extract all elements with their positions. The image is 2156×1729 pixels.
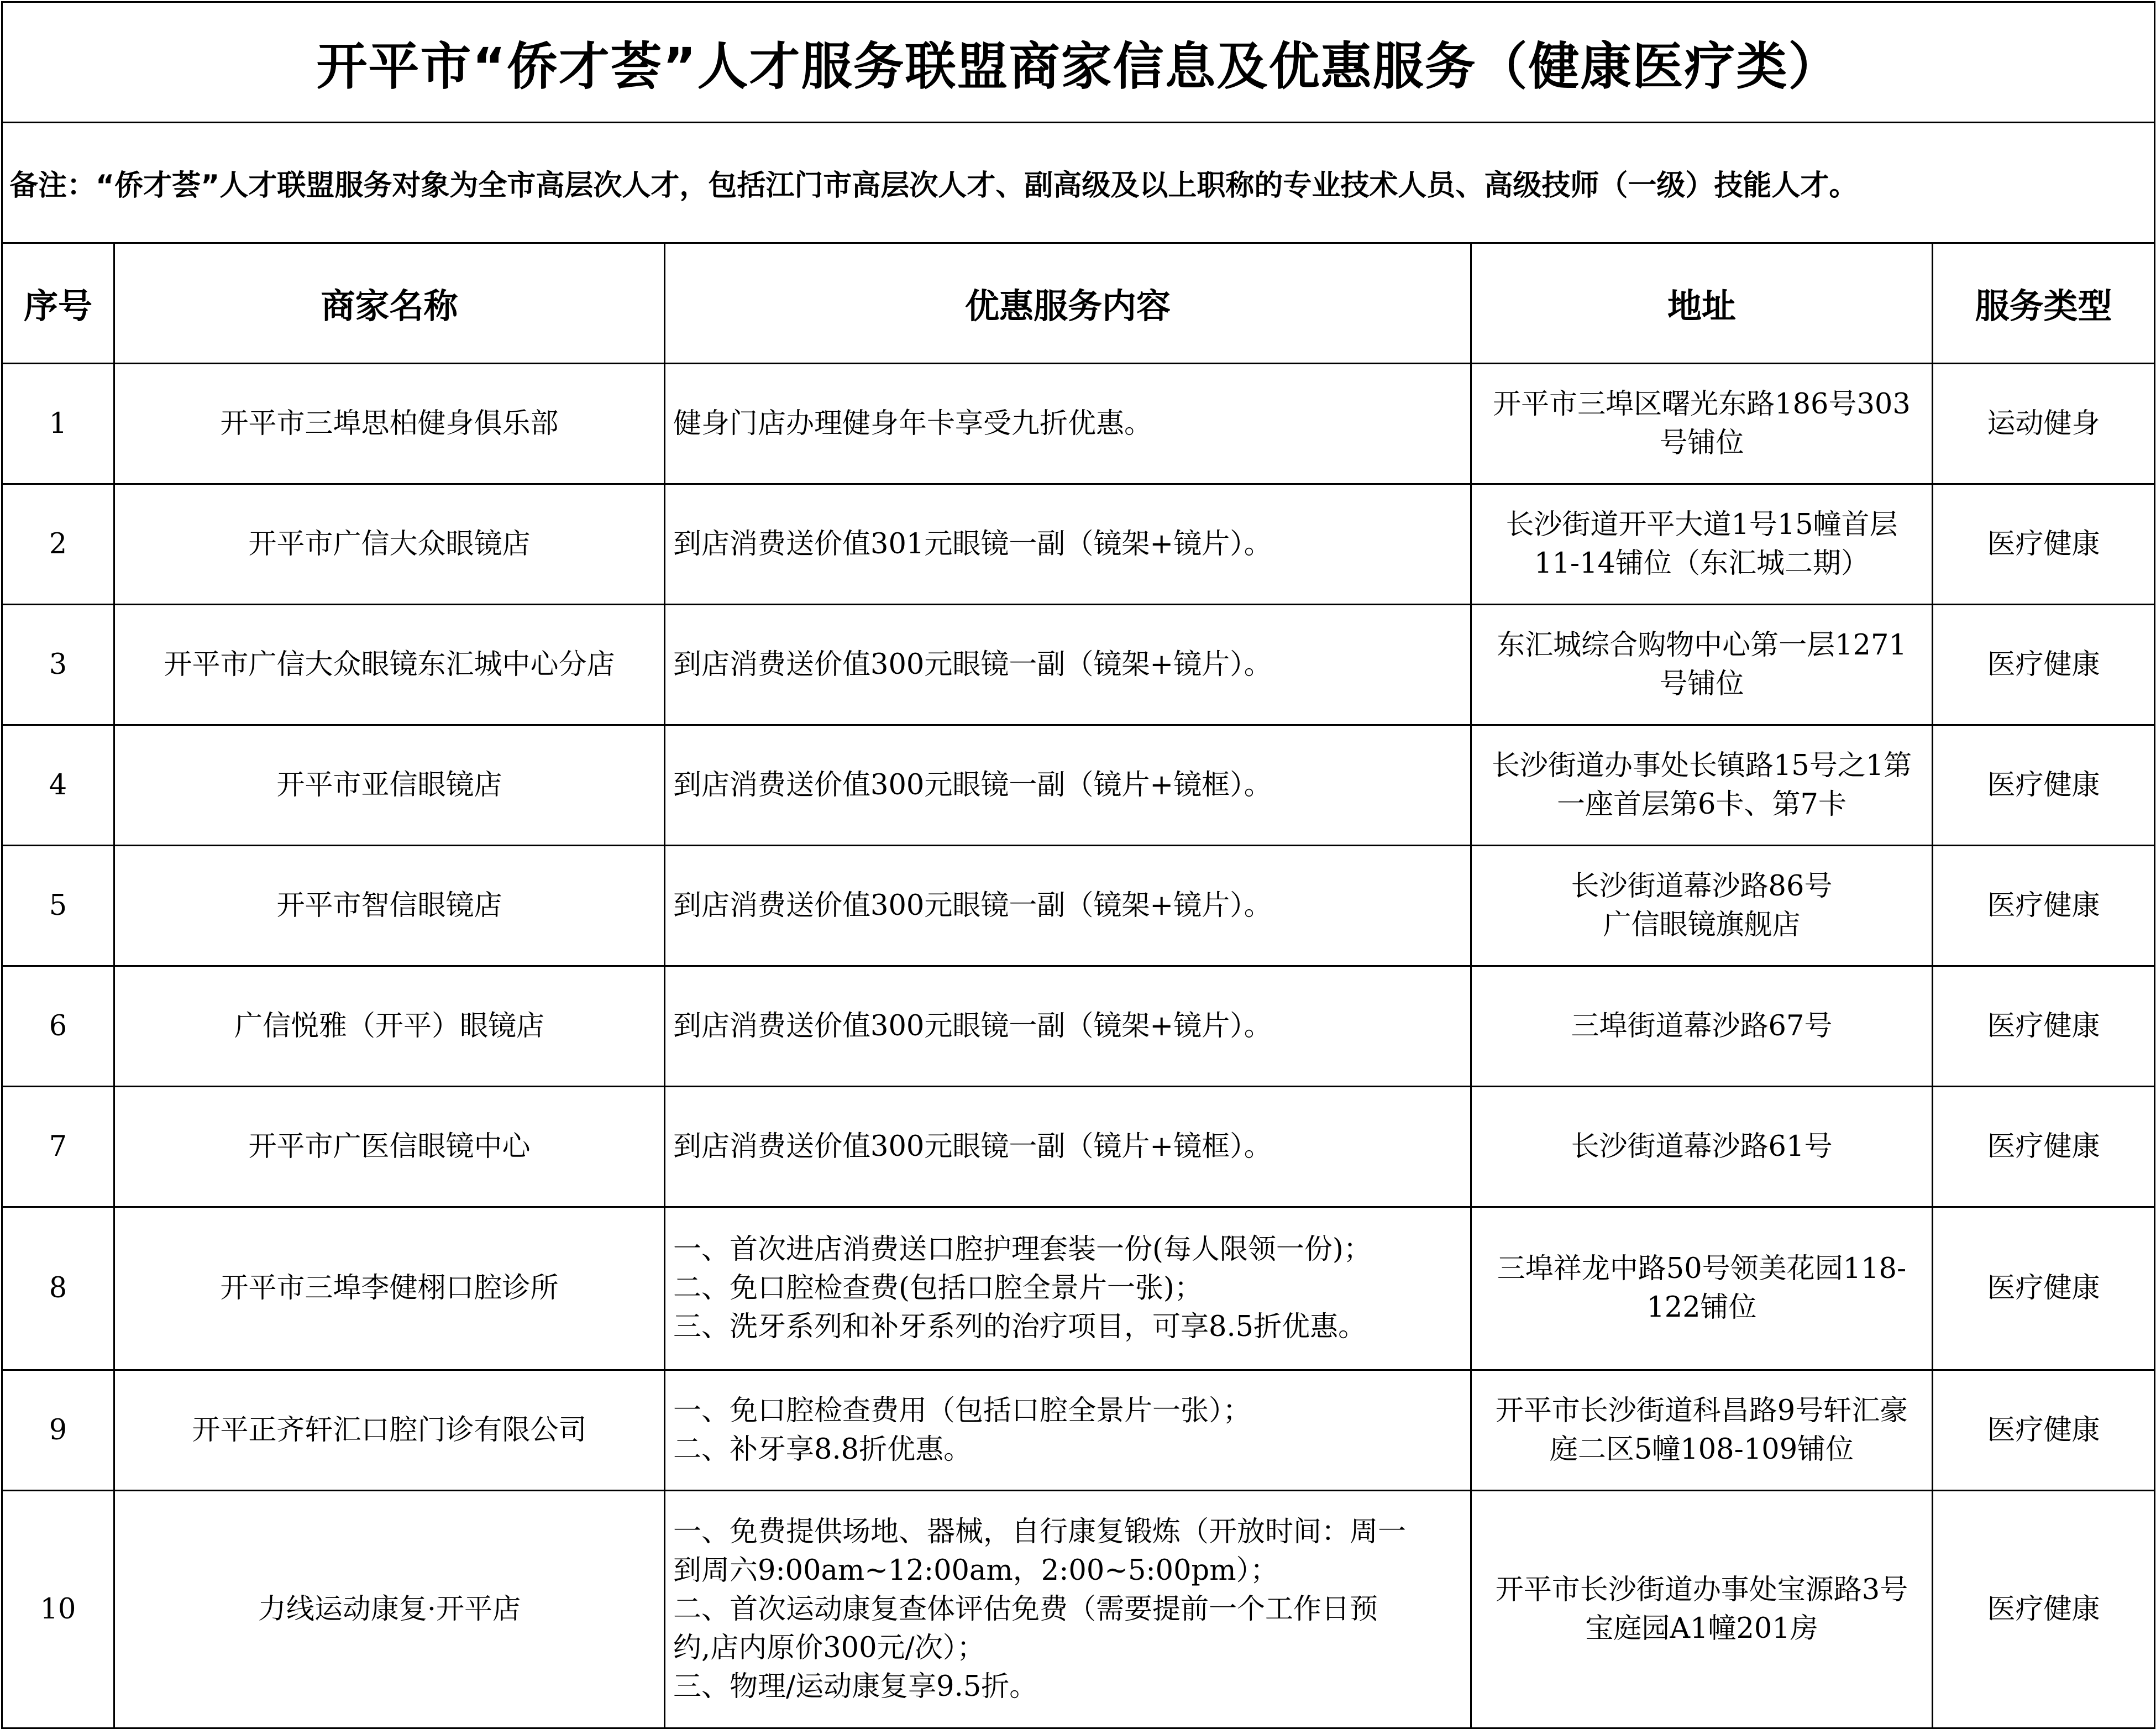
header-content: 优惠服务内容 xyxy=(665,243,1471,364)
address-line: 庭二区5幢108-109铺位 xyxy=(1549,1433,1854,1466)
offer-line: 到店消费送价值301元眼镜一副（镜架+镜片）。 xyxy=(673,527,1272,560)
table-row xyxy=(2,1207,2155,1370)
cell-address xyxy=(1471,605,1933,725)
remark-note: 备注：“侨才荟”人才联盟服务对象为全市高层次人才，包括江门市高层次人才、副高级及以上职称的专业技术人员、高级技师（一级）技能人才。 xyxy=(2,123,2155,243)
cell-merchant-name: 开平市广信大众眼镜东汇城中心分店 xyxy=(114,605,665,725)
cell-offer-content xyxy=(665,966,1471,1087)
address-line: 号铺位 xyxy=(1659,667,1744,700)
header-index: 序号 xyxy=(2,243,114,364)
address-line: 开平市长沙街道科昌路9号轩汇豪 xyxy=(1495,1394,1908,1427)
offer-line: 一、免费提供场地、器械，自行康复锻炼（开放时间：周一 xyxy=(673,1515,1407,1548)
cell-index: 8 xyxy=(2,1207,114,1370)
cell-address xyxy=(1471,1491,1933,1728)
table-row xyxy=(2,725,2155,846)
merchant-info-table xyxy=(1,1,2155,1729)
cell-index: 6 xyxy=(2,966,114,1087)
offer-line: 到店消费送价值300元眼镜一副（镜架+镜片）。 xyxy=(673,889,1272,922)
cell-index: 4 xyxy=(2,725,114,846)
cell-merchant-name: 开平市亚信眼镜店 xyxy=(114,725,665,846)
cell-merchant-name: 开平市三埠李健栩口腔诊所 xyxy=(114,1207,665,1370)
address-line: 开平市长沙街道办事处宝源路3号 xyxy=(1495,1573,1908,1606)
cell-service-type: 医疗健康 xyxy=(1933,1087,2155,1207)
address-line: 长沙街道开平大道1号15幢首层 xyxy=(1505,508,1898,541)
address-line: 三埠街道幕沙路67号 xyxy=(1571,1009,1833,1042)
table-row xyxy=(2,605,2155,725)
cell-address xyxy=(1471,1370,1933,1491)
column-header-row xyxy=(2,243,2155,364)
address-line: 号铺位 xyxy=(1659,426,1744,459)
offer-line: 健身门店办理健身年卡享受九折优惠。 xyxy=(673,407,1153,440)
cell-merchant-name: 开平市智信眼镜店 xyxy=(114,846,665,966)
cell-service-type: 医疗健康 xyxy=(1933,966,2155,1087)
cell-index: 1 xyxy=(2,364,114,484)
offer-line: 二、首次运动康复查体评估免费（需要提前一个工作日预 xyxy=(673,1592,1378,1626)
cell-index: 3 xyxy=(2,605,114,725)
address-line: 三埠祥龙中路50号领美花园118- xyxy=(1497,1253,1907,1285)
header-merchant: 商家名称 xyxy=(114,243,665,364)
offer-line: 二、免口腔检查费(包括口腔全景片一张)； xyxy=(673,1272,1203,1304)
cell-service-type: 运动健身 xyxy=(1933,364,2155,484)
cell-offer-content xyxy=(665,605,1471,725)
address-line: 长沙街道办事处长镇路15号之1第 xyxy=(1491,749,1912,782)
header-address: 地址 xyxy=(1471,243,1933,364)
address-line: 广信眼镜旗舰店 xyxy=(1603,908,1801,941)
cell-merchant-name: 开平正齐轩汇口腔门诊有限公司 xyxy=(114,1370,665,1491)
table-row xyxy=(2,966,2155,1087)
header-type: 服务类型 xyxy=(1933,243,2155,364)
address-line: 122铺位 xyxy=(1646,1291,1757,1324)
offer-line: 一、首次进店消费送口腔护理套装一份(每人限领一份)； xyxy=(673,1233,1372,1266)
offer-line: 三、物理/运动康复享9.5折。 xyxy=(673,1670,1038,1703)
offer-line: 到店消费送价值300元眼镜一副（镜片+镜框）。 xyxy=(673,1130,1272,1163)
table-row xyxy=(2,364,2155,484)
offer-line: 约,店内原价300元/次）； xyxy=(673,1631,985,1664)
table-row xyxy=(2,846,2155,966)
cell-address xyxy=(1471,484,1933,605)
table-row xyxy=(2,1491,2155,1728)
note-row xyxy=(2,123,2155,243)
cell-index: 5 xyxy=(2,846,114,966)
cell-merchant-name: 广信悦雅（开平）眼镜店 xyxy=(114,966,665,1087)
cell-address xyxy=(1471,1207,1933,1370)
cell-service-type: 医疗健康 xyxy=(1933,605,2155,725)
offer-line: 到店消费送价值300元眼镜一副（镜架+镜片）。 xyxy=(673,648,1272,681)
cell-offer-content xyxy=(665,846,1471,966)
table-row xyxy=(2,1370,2155,1491)
cell-offer-content xyxy=(665,1207,1471,1370)
address-line: 长沙街道幕沙路61号 xyxy=(1571,1130,1833,1163)
table-row xyxy=(2,484,2155,605)
address-line: 宝庭园A1幢201房 xyxy=(1585,1612,1818,1645)
address-line: 东汇城综合购物中心第一层1271 xyxy=(1497,628,1907,662)
cell-service-type: 医疗健康 xyxy=(1933,725,2155,846)
address-line: 长沙街道幕沙路86号 xyxy=(1571,869,1833,903)
cell-merchant-name: 开平市三埠思柏健身俱乐部 xyxy=(114,364,665,484)
cell-address xyxy=(1471,364,1933,484)
cell-index: 10 xyxy=(2,1491,114,1728)
address-line: 开平市三埠区曙光东路186号303 xyxy=(1493,387,1911,421)
cell-address xyxy=(1471,1087,1933,1207)
cell-offer-content xyxy=(665,725,1471,846)
cell-offer-content xyxy=(665,1370,1471,1491)
cell-address xyxy=(1471,966,1933,1087)
cell-offer-content xyxy=(665,484,1471,605)
cell-offer-content xyxy=(665,1491,1471,1728)
offer-line: 到店消费送价值300元眼镜一副（镜架+镜片）。 xyxy=(673,1009,1272,1042)
address-line: 一座首层第6卡、第7卡 xyxy=(1557,788,1846,821)
cell-address xyxy=(1471,725,1933,846)
cell-index: 2 xyxy=(2,484,114,605)
offer-line: 到店消费送价值300元眼镜一副（镜片+镜框）。 xyxy=(673,768,1272,801)
cell-service-type: 医疗健康 xyxy=(1933,1491,2155,1728)
cell-merchant-name: 力线运动康复·开平店 xyxy=(114,1491,665,1728)
table-row xyxy=(2,1087,2155,1207)
cell-service-type: 医疗健康 xyxy=(1933,846,2155,966)
cell-offer-content xyxy=(665,1087,1471,1207)
offer-line: 二、补牙享8.8折优惠。 xyxy=(673,1433,972,1466)
cell-address xyxy=(1471,846,1933,966)
cell-service-type: 医疗健康 xyxy=(1933,1207,2155,1370)
offer-line: 三、洗牙系列和补牙系列的治疗项目，可享8.5折优惠。 xyxy=(673,1311,1367,1343)
offer-line: 到周六9:00am~12:00am，2:00~5:00pm）； xyxy=(673,1554,1279,1587)
cell-index: 9 xyxy=(2,1370,114,1491)
cell-service-type: 医疗健康 xyxy=(1933,1370,2155,1491)
title-row xyxy=(2,2,2155,123)
address-line: 11-14铺位（东汇城二期） xyxy=(1534,547,1870,580)
cell-offer-content xyxy=(665,364,1471,484)
cell-merchant-name: 开平市广医信眼镜中心 xyxy=(114,1087,665,1207)
page-title: 开平市“侨才荟”人才服务联盟商家信息及优惠服务（健康医疗类） xyxy=(2,2,2155,123)
cell-index: 7 xyxy=(2,1087,114,1207)
cell-service-type: 医疗健康 xyxy=(1933,484,2155,605)
cell-merchant-name: 开平市广信大众眼镜店 xyxy=(114,484,665,605)
offer-line: 一、免口腔检查费用（包括口腔全景片一张）； xyxy=(673,1394,1251,1427)
